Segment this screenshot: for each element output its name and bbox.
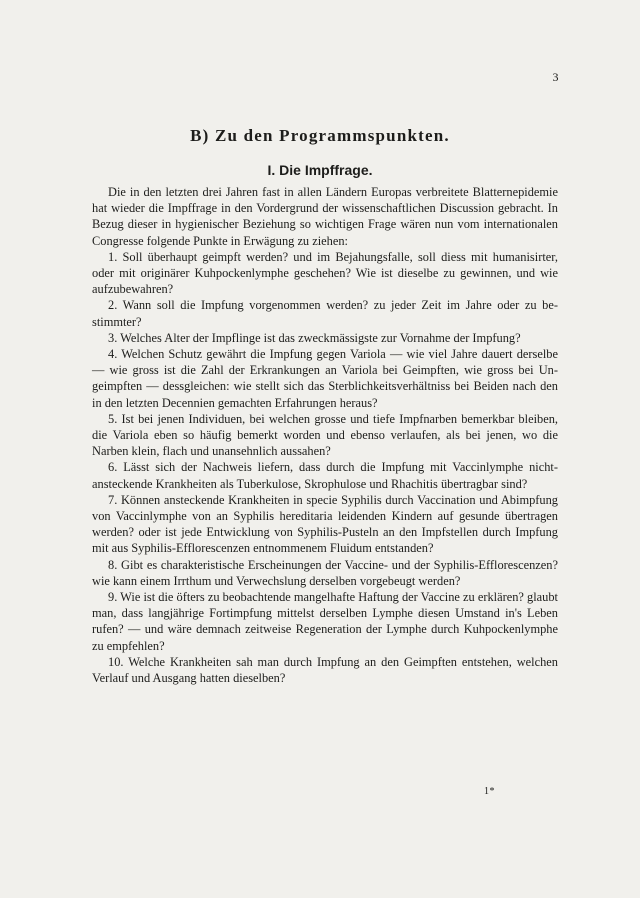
paragraph-question-8: 8. Gibt es charakteristische Erscheinungen der Vaccine- und der Syphilis-Efflorescenzen? wie kann einem Irrthum und Verwechslung derselben vorgebeugt werden? <box>92 557 558 588</box>
paragraph-question-7: 7. Können ansteckende Krankheiten in specie Syphilis durch Vaccination und Abimpfung von Vaccinlymphe von an Syphilis hereditaria leidenden Kindern auf gesunde übertragen werden? oder ist jede Entwicklung von Syphilis-Pusteln an den Impfstellen durch Impfung mit aus Syphilis-Efflorescenzen entnommenem Fluidum entstanden? <box>92 492 558 556</box>
paragraph-question-1: 1. Soll überhaupt geimpft werden? und im Bejahungsfalle, soll diess mit humanisirter, oder mit originärer Kuhpockenlymphe geschehen? Wie ist dieselbe zu gewinnen, und wie aufzubewahren? <box>92 249 558 297</box>
paragraph-question-9: 9. Wie ist die öfters zu beobachtende mangelhafte Haftung der Vaccine zu erklären? glaubt man, dass langjährige Fortimpfung mittelst derselben Lymphe diesen Umstand in's Leben rufen? — und wäre demnach zeitweise Regeneration der Lymphe durch Kuhpockenlymphe zu empfehlen? <box>92 590 558 653</box>
paragraph-question-4: 4. Welchen Schutz gewährt die Impfung gegen Variola — wie viel Jahre dauert derselbe — wie gross ist die Zahl der Erkrankungen an Variola bei Geimpften, wie gross bei Ungeimpften — dessgleichen: wie stellt sich das Sterblichkeitsverhältniss bei Beiden nach den in den letzten Decennien gemachten Erfahrungen heraus? <box>92 347 558 410</box>
paragraph-intro: Die in den letzten drei Jahren fast in allen Ländern Europas verbreitete Blatternepidemie hat wieder die Impffrage in den Vordergrund der wissenschaftlichen Discussion gebracht. In Bezug dieser in hygienischer Beziehung so wichtigen Frage wären nun vom internationalen Congresse folgende Punkte in Erwägung zu ziehen: <box>92 185 558 248</box>
page-number: 3 <box>552 70 559 84</box>
paragraph-question-2: 2. Wann soll die Impfung vorgenommen werden? zu jeder Zeit im Jahre oder zu bestimmter? <box>92 298 558 329</box>
section-heading: B) Zu den Programmspunkten. <box>190 126 450 145</box>
subsection-heading: I. Die Impffrage. <box>267 162 373 178</box>
paragraph-question-6: 6. Lässt sich der Nachweis liefern, dass durch die Impfung mit Vaccinlymphe nichtansteckende Krankheiten als Tuberkulose, Skrophulose und Rhachitis übertragbar sind? <box>92 460 558 491</box>
signature-mark: 1* <box>484 786 495 797</box>
body-text <box>92 184 558 686</box>
paragraph-question-5: 5. Ist bei jenen Individuen, bei welchen grosse und tiefe Impfnarben bemerkbar bleiben, die Variola eben so häufig bemerkt worden und ebenso verlaufen, als bei jenen, wo die Narben klein, flach und unansehnlich aussahen? <box>92 411 558 459</box>
paragraph-question-10: 10. Welche Krankheiten sah man durch Impfung an den Geimpften entstehen, welchen Verlauf und Ausgang hatten dieselben? <box>92 654 558 686</box>
paragraph-question-3: 3. Welches Alter der Impflinge ist das zweckmässigste zur Vornahme der Impfung? <box>108 330 521 345</box>
